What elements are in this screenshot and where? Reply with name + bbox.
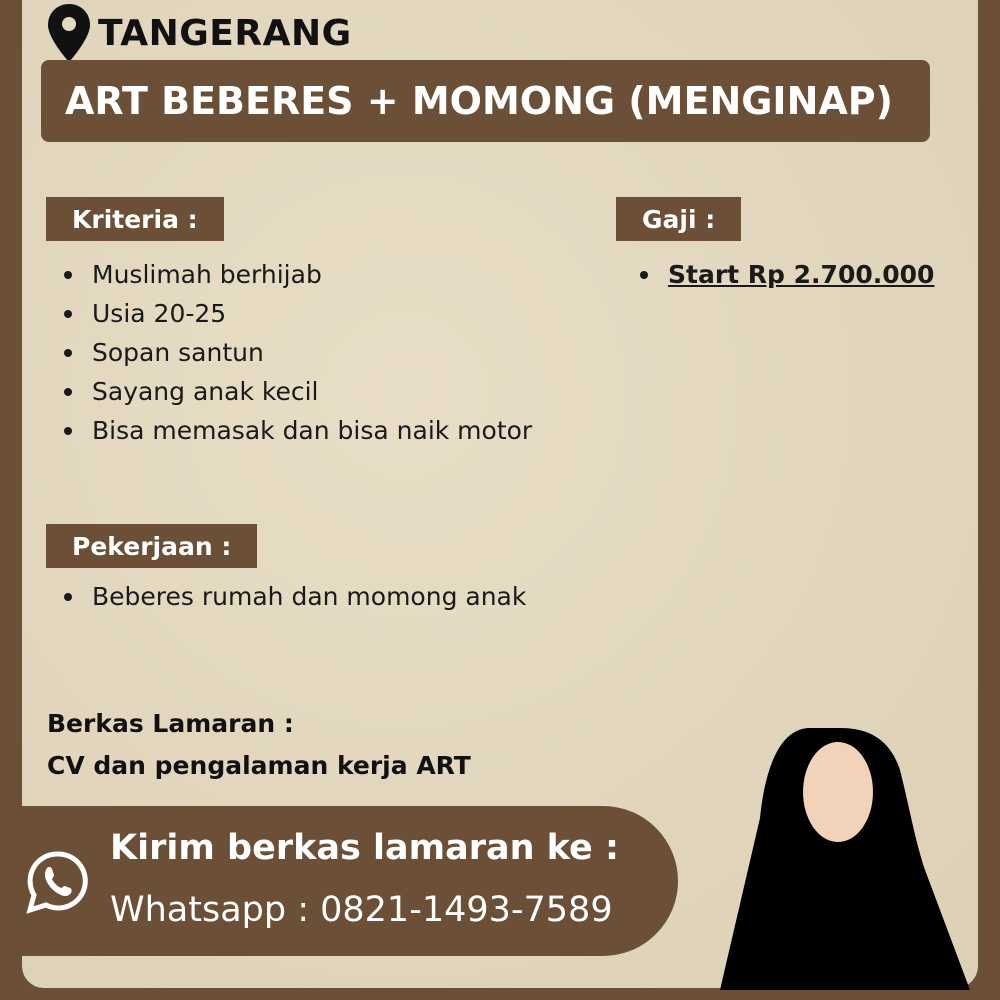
pekerjaan-label: Pekerjaan :: [46, 524, 257, 568]
map-pin-icon: [48, 4, 90, 62]
list-item: Bisa memasak dan bisa naik motor: [46, 411, 532, 450]
whatsapp-icon: [26, 850, 88, 914]
pekerjaan-list: [46, 577, 526, 616]
list-item: Sopan santun: [46, 333, 532, 372]
hijab-woman-illustration: [700, 720, 970, 990]
list-item: Beberes rumah dan momong anak: [46, 577, 526, 616]
berkas-section: [47, 703, 471, 787]
berkas-label: Berkas Lamaran :: [47, 709, 294, 738]
location-header: [48, 4, 352, 62]
contact-heading: Kirim berkas lamaran ke :: [110, 828, 619, 868]
berkas-value: CV dan pengalaman kerja ART: [47, 751, 471, 780]
list-item: Muslimah berhijab: [46, 255, 532, 294]
list-item: Usia 20-25: [46, 294, 532, 333]
gaji-label: Gaji :: [616, 197, 741, 241]
whatsapp-number: Whatsapp : 0821-1493-7589: [110, 890, 613, 930]
salary-item: Start Rp 2.700.000: [622, 255, 934, 294]
kriteria-list: [46, 255, 532, 450]
kriteria-label: Kriteria :: [46, 197, 224, 241]
gaji-list: [622, 255, 934, 294]
location-text: TANGERANG: [98, 12, 352, 54]
list-item: Sayang anak kecil: [46, 372, 532, 411]
job-title: ART BEBERES + MOMONG (MENGINAP): [41, 60, 930, 142]
